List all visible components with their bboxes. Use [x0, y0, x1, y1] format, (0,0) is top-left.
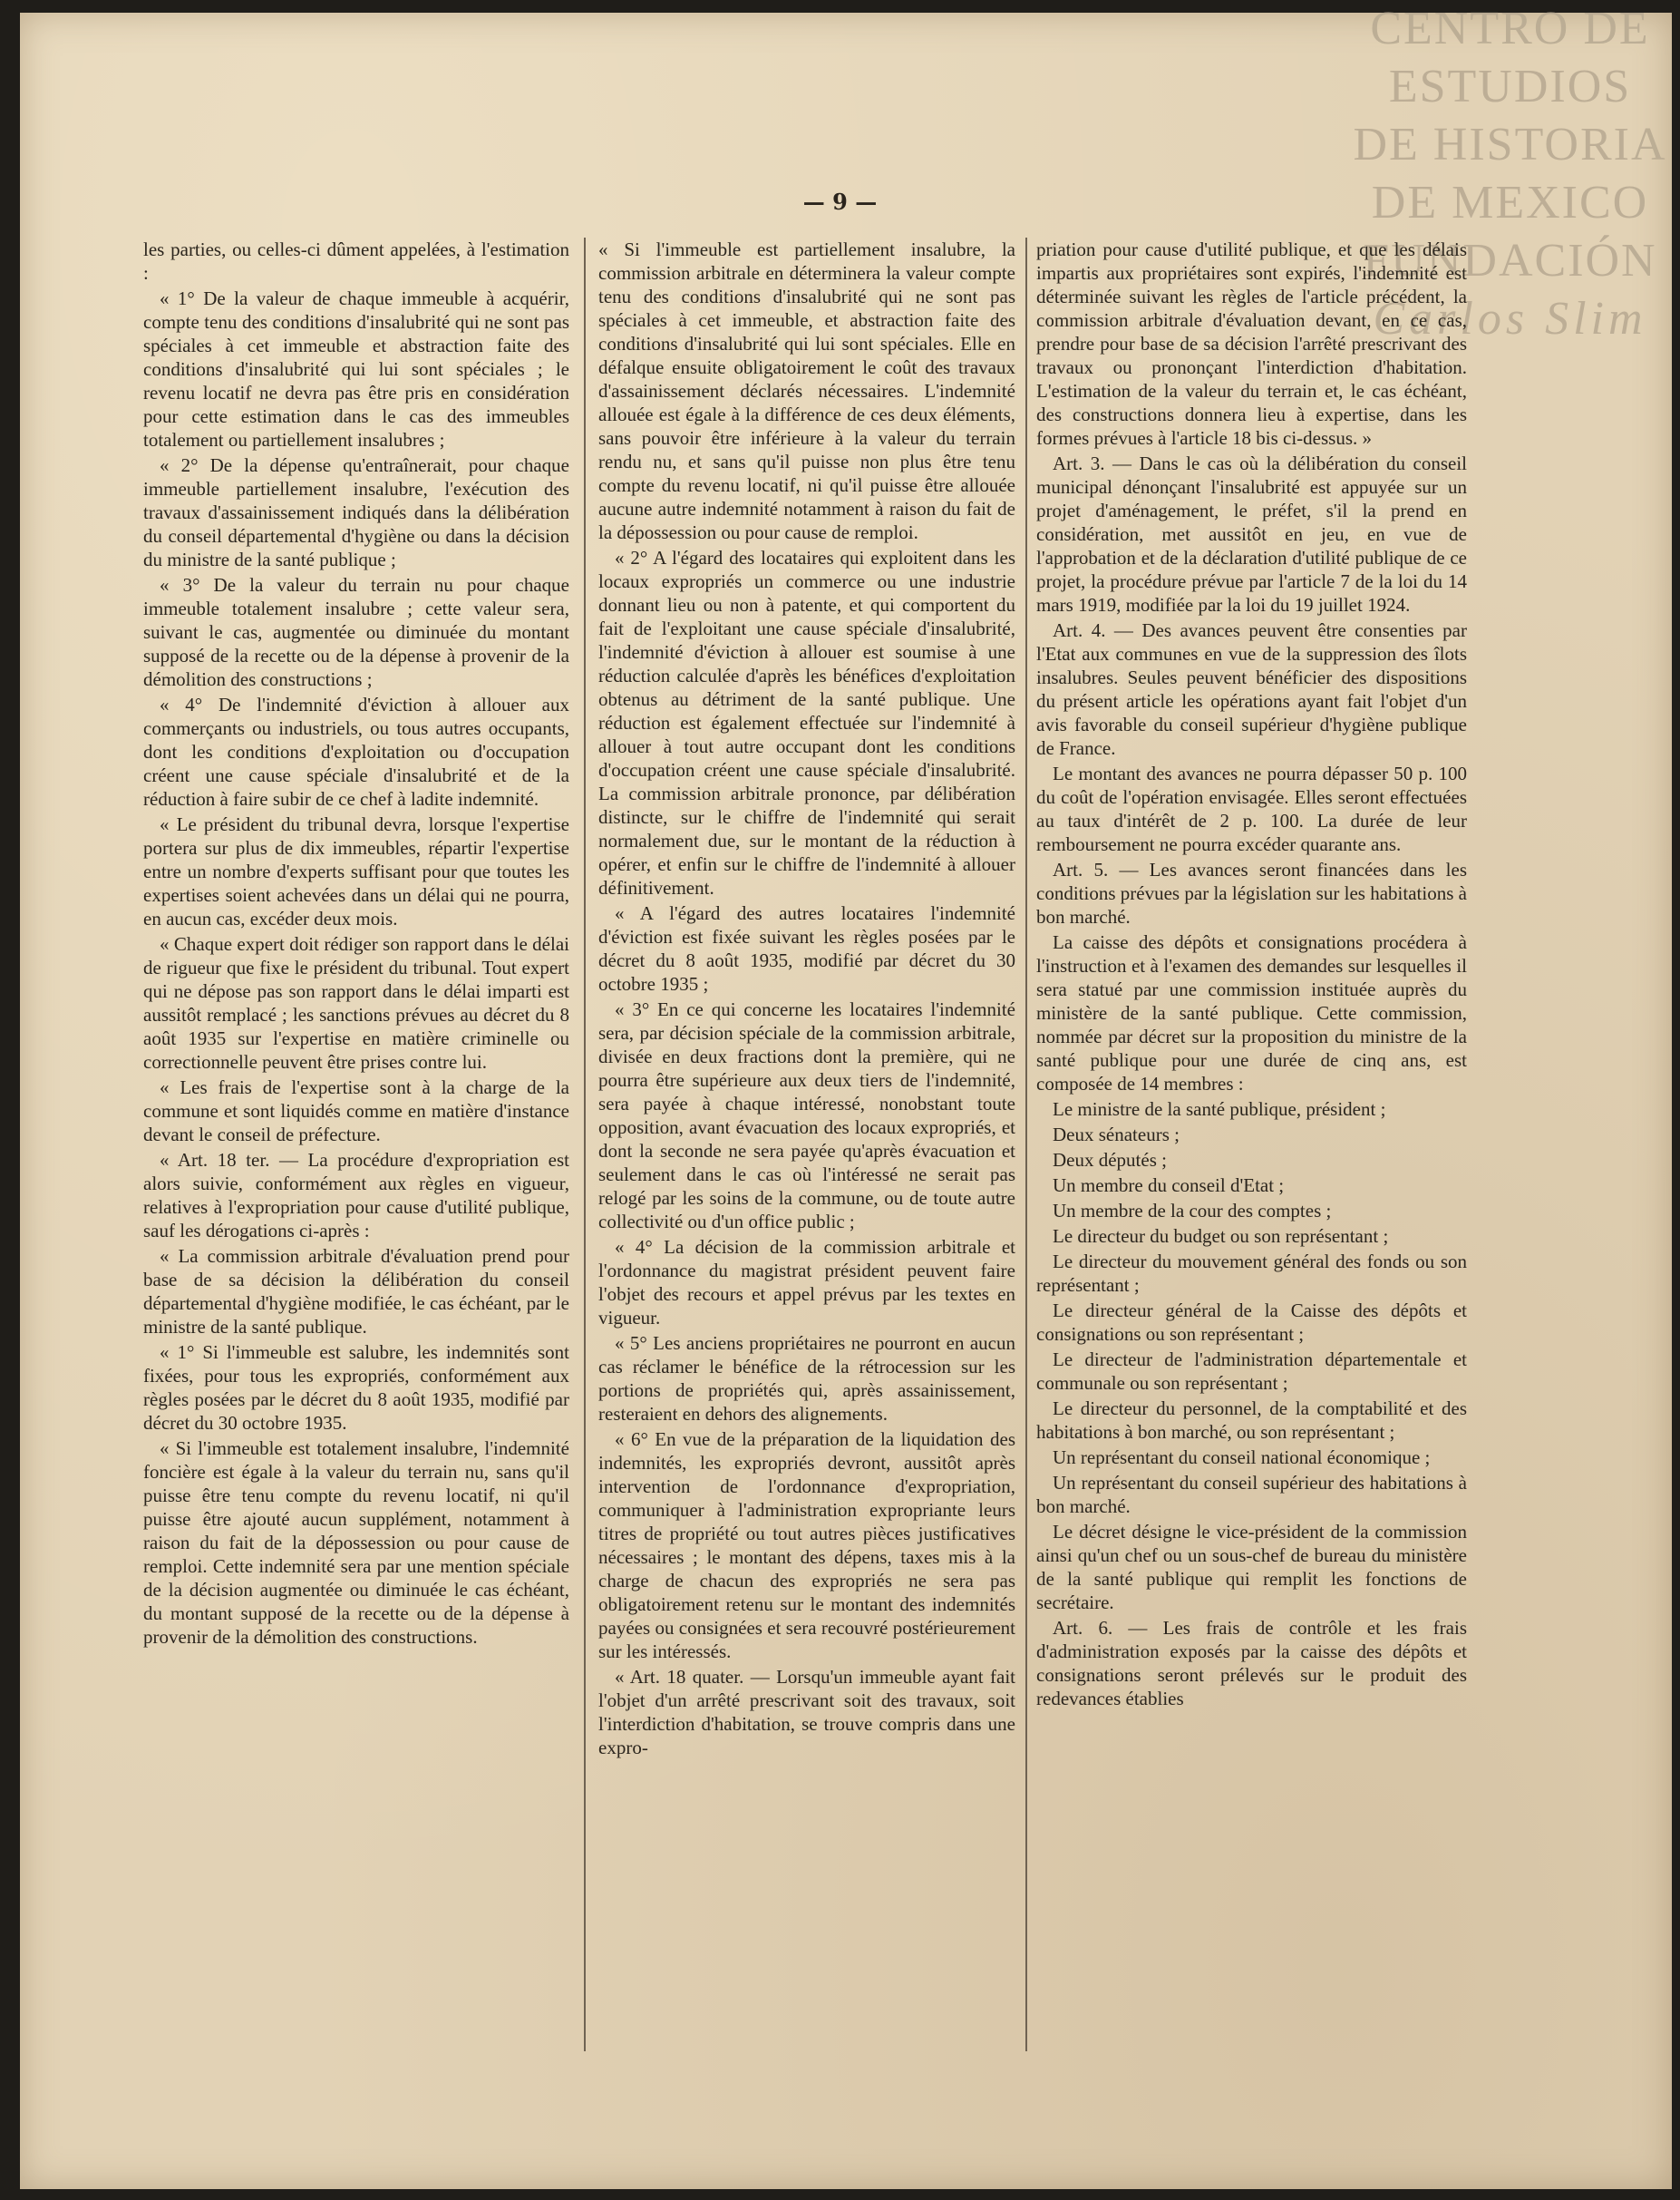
paragraph: « Si l'immeuble est partiellement insalubre, la commission arbitrale en déterminera la valeur compte tenu des conditions d'insalubrité qui ne sont pas spéciales à cet immeuble, et abstraction faite des conditions d'insalubrité qui lui sont spéciales. Elle en défalque ensuite obligatoirement le coût des travaux d'assainissement déclarés nécessaires. L'indemnité allouée est égale à la différence de ces deux éléments, sans pouvoir être inférieure à la valeur du terrain rendu nu, et sans qu'il puisse non plus être tenu compte du revenu locatif, ni qu'il puisse être allouée aucune autre indemnité notamment à raison du fait de la dépossession ou pour cause de remploi. — [598, 238, 1015, 543]
paragraph: Deux sénateurs ; — [1053, 1124, 1180, 1145]
watermark-line: DE HISTORIA — [1353, 119, 1667, 170]
paragraph: Art. 6. — Les frais de contrôle et les frais d'administration exposés par la caisse des dépôts et consignations seront prélevés sur le produit des redevances établies — [1036, 1617, 1467, 1709]
paragraph: Le directeur de l'administration départementale et communale ou son représentant ; — [1036, 1348, 1467, 1394]
paragraph: Le directeur du budget ou son représentant ; — [1053, 1225, 1389, 1247]
paragraph: La caisse des dépôts et consignations procédera à l'instruction et à l'examen des demandes sur lesquelles il sera statué par une commission instituée auprès du ministère de la santé publique. Cette commission, nommée par décret sur la proposition du ministre de la santé publique pour une durée de cinq ans, est composée de 14 membres : — [1036, 931, 1467, 1095]
paragraph: « 5° Les anciens propriétaires ne pourront en aucun cas réclamer le bénéfice de la rétrocession sur les portions de propriétés qui, après assainissement, resteraient en dehors des alignements. — [598, 1332, 1015, 1425]
paragraph: « 2° A l'égard des locataires qui exploitent dans les locaux expropriés un commerce ou une industrie donnant lieu ou non à patente, et qui comportent du fait de l'exploitant une cause spéciale d'insalubrité, l'indemnité d'éviction à allouer est soumise à une réduction calculée d'après les bénéfices d'exploitation obtenus au détriment de la santé publique. Une réduction est également effectuée sur l'indemnité à allouer à tout autre occupant dont les conditions d'occupation créent une cause spéciale d'insalubrité. La commission arbitrale prononce, par délibération distincte, sur le chiffre de l'indemnité qui serait normalement due, sur le montant de la réduction à opérer, et enfin sur le chiffre de l'indemnité à allouer définitivement. — [598, 547, 1015, 899]
paragraph: « Art. 18 quater. — Lorsqu'un immeuble ayant fait l'objet d'un arrêté prescrivant soit des travaux, soit l'interdiction d'habitation, se trouve compris dans une expro- — [598, 1666, 1015, 1758]
column-divider — [584, 238, 586, 2051]
paragraph: « 1° De la valeur de chaque immeuble à acquérir, compte tenu des conditions d'insalubrité qui ne sont pas spéciales à cet immeuble et abstraction faite des conditions d'insalubrité qui lui sont spéciales ; le revenu locatif ne devra pas être pris en considération pour cette estimation dans le cas des immeubles totalement ou partiellement insalubres ; — [143, 287, 569, 451]
column-divider — [1025, 238, 1027, 2051]
watermark-line: FUNDACIÓN — [1363, 235, 1657, 287]
paragraph: Art. 3. — Dans le cas où la délibération du conseil municipal dénonçant l'insalubrité est appuyée sur un projet d'aménagement, le préfet, s'il la prend en considération, met aussitôt en jeu, en vue de l'approbation et de la déclaration d'utilité publique de ce projet, la procédure prévue par l'article 7 de la loi du 14 mars 1919, modifiée par la loi du 19 juillet 1924. — [1036, 453, 1467, 616]
paragraph: « 1° Si l'immeuble est salubre, les indemnités sont fixées, pour tous les expropriés, conformément aux règles posées par le décret du 8 août 1935, modifié par décret du 30 octobre 1935. — [143, 1341, 569, 1434]
paragraph: Le directeur du personnel, de la comptabilité et des habitations à bon marché, ou son représentant ; — [1036, 1397, 1467, 1443]
paragraph: « 2° De la dépense qu'entraînerait, pour chaque immeuble partiellement insalubre, l'exécution des travaux d'assainissement indiqués dans la délibération du conseil départemental d'hygiène ou dans la décision du ministre de la santé publique ; — [143, 454, 569, 570]
paragraph: « Les frais de l'expertise sont à la charge de la commune et sont liquidés comme en matière d'instance devant le conseil de préfecture. — [143, 1076, 569, 1145]
watermark-line: CENTRO DE — [1370, 3, 1650, 54]
paragraph: Art. 4. — Des avances peuvent être consenties par l'Etat aux communes en vue de la suppression des îlots insalubres. Seules peuvent bénéficier des dispositions du présent article les opérations ayant fait l'objet d'un avis favorable du conseil supérieur d'hygiène publique de France. — [1036, 619, 1467, 759]
paragraph: « Art. 18 ter. — La procédure d'expropriation est alors suivie, conformément aux règles en vigueur, relatives à l'expropriation pour cause d'utilité publique, sauf les dérogations ci-après : — [143, 1149, 569, 1241]
page-number: — 9 — — [802, 189, 878, 215]
paragraph: Un représentant du conseil national économique ; — [1053, 1446, 1431, 1468]
paragraph: Le montant des avances ne pourra dépasser 50 p. 100 du coût de l'opération envisagée. Elles seront effectuées au taux d'intérêt de 2 p. 100. La durée de leur remboursement ne pourra excéder quarante ans. — [1036, 763, 1467, 855]
watermark-line: DE MEXICO — [1371, 177, 1649, 229]
paragraph: Le directeur du mouvement général des fonds ou son représentant ; — [1036, 1251, 1467, 1296]
text-column-middle — [598, 238, 1015, 2097]
paragraph: Un membre de la cour des comptes ; — [1053, 1200, 1332, 1222]
paragraph: « 4° De l'indemnité d'éviction à allouer aux commerçants ou industriels, ou tous autres occupants, dont les conditions d'exploitation ou d'occupation créent une cause spéciale d'insalubrité et de la réduction à faire subir de ce chef à ladite indemnité. — [143, 694, 569, 810]
paragraph: « 3° De la valeur du terrain nu pour chaque immeuble totalement insalubre ; cette valeur sera, suivant le cas, augmentée ou diminuée du montant supposé de la recette ou de la dépense à provenir de la démolition des constructions ; — [143, 574, 569, 690]
paragraph: « Chaque expert doit rédiger son rapport dans le délai de rigueur que fixe le président du tribunal. Tout expert qui ne dépose pas son rapport dans le délai imparti est aussitôt remplacé ; les sanctions prévues au décret du 8 août 1935 sur l'expertise en matière criminelle ou correctionnelle peuvent être prises contre lui. — [143, 933, 569, 1073]
watermark-line: Carlos Slim — [1373, 293, 1647, 345]
paragraph: Un représentant du conseil supérieur des habitations à bon marché. — [1036, 1472, 1467, 1517]
paragraph: « 3° En ce qui concerne les locataires l'indemnité sera, par décision spéciale de la commission arbitrale, divisée en deux fractions dont la première, qui ne pourra être supérieure aux deux tiers de l'indemnité, sera payée à chaque intéressé, nonobstant toute opposition, avant évacuation des locaux expropriés, et dont la seconde ne sera payée qu'après évacuation et seulement dans le cas où l'intéressé ne serait pas relogé par les soins de la commune, ou de toute autre collectivité ou d'un office public ; — [598, 998, 1015, 1232]
paragraph: Le directeur général de la Caisse des dépôts et consignations ou son représentant ; — [1036, 1300, 1467, 1345]
watermark-line: ESTUDIOS — [1388, 61, 1632, 112]
paragraph: « Si l'immeuble est totalement insalubre, l'indemnité foncière est égale à la valeur du terrain nu, sans qu'il puisse être tenu compte du revenu locatif, ni qu'il puisse être ajouté aucun supplément, notamment à raison du fait de la dépossession ou pour cause de remploi. Cette indemnité sera par une mention spéciale de la décision augmentée ou diminuée le cas échéant, du montant supposé de la recette ou de la dépense à provenir de la démolition des constructions. — [143, 1437, 569, 1648]
paragraph: « 6° En vue de la préparation de la liquidation des indemnités, les expropriés devront, aussitôt après intervention de l'ordonnance d'expropriation, communiquer à l'administration expropriante leurs titres de propriété ou tout autres pièces justificatives nécessaires ; le montant des dépens, taxes mis à la charge de chacun des expropriés ne sera pas obligatoirement retenu sur le montant des indemnités payées ou consignées et sera recouvré postérieurement sur les intéressés. — [598, 1428, 1015, 1662]
paragraph: Un membre du conseil d'Etat ; — [1053, 1174, 1285, 1196]
paragraph: « La commission arbitrale d'évaluation prend pour base de sa décision la délibération du conseil départemental d'hygiène modifiée, le cas échéant, par le ministre de la santé publique. — [143, 1245, 569, 1338]
paragraph: Art. 5. — Les avances seront financées dans les conditions prévues par la législation sur les habitations à bon marché. — [1036, 859, 1467, 928]
paragraph: « Le président du tribunal devra, lorsque l'expertise portera sur plus de dix immeubles, répartir l'expertise entre un nombre d'experts suffisant pour que toutes les expertises soient achevées dans un délai qui ne pourra, en aucun cas, excéder deux mois. — [143, 813, 569, 930]
text-column-right — [1036, 238, 1467, 2097]
paragraph: Le décret désigne le vice-président de la commission ainsi qu'un chef ou un sous-chef de bureau du ministère de la santé publique qui remplit les fonctions de secrétaire. — [1036, 1521, 1467, 1613]
paragraph: priation pour cause d'utilité publique, et que les délais impartis aux propriétaires sont expirés, l'indemnité est déterminée suivant les règles de l'article précédent, la commission arbitrale d'évaluation devant, en ce cas, prendre pour base de sa décision l'arrêté prescrivant des travaux ou prononçant l'interdiction d'habitation. L'estimation de la valeur du terrain et, le cas échéant, des constructions donnera lieu à expertise, dans les formes prévues à l'article 18 bis ci-dessus. » — [1036, 238, 1467, 449]
paragraph: « 4° La décision de la commission arbitrale et l'ordonnance du magistrat président peuvent faire l'objet des recours et appel prévus par les textes en vigueur. — [598, 1236, 1015, 1329]
paragraph: « A l'égard des autres locataires l'indemnité d'éviction est fixée suivant les règles posées par le décret du 8 août 1935, modifié par décret du 30 octobre 1935 ; — [598, 902, 1015, 995]
paragraph: Deux députés ; — [1053, 1149, 1167, 1171]
text-column-left — [143, 238, 569, 2097]
paragraph: les parties, ou celles-ci dûment appelées, à l'estimation : — [143, 238, 569, 284]
paragraph: Le ministre de la santé publique, président ; — [1053, 1098, 1386, 1120]
